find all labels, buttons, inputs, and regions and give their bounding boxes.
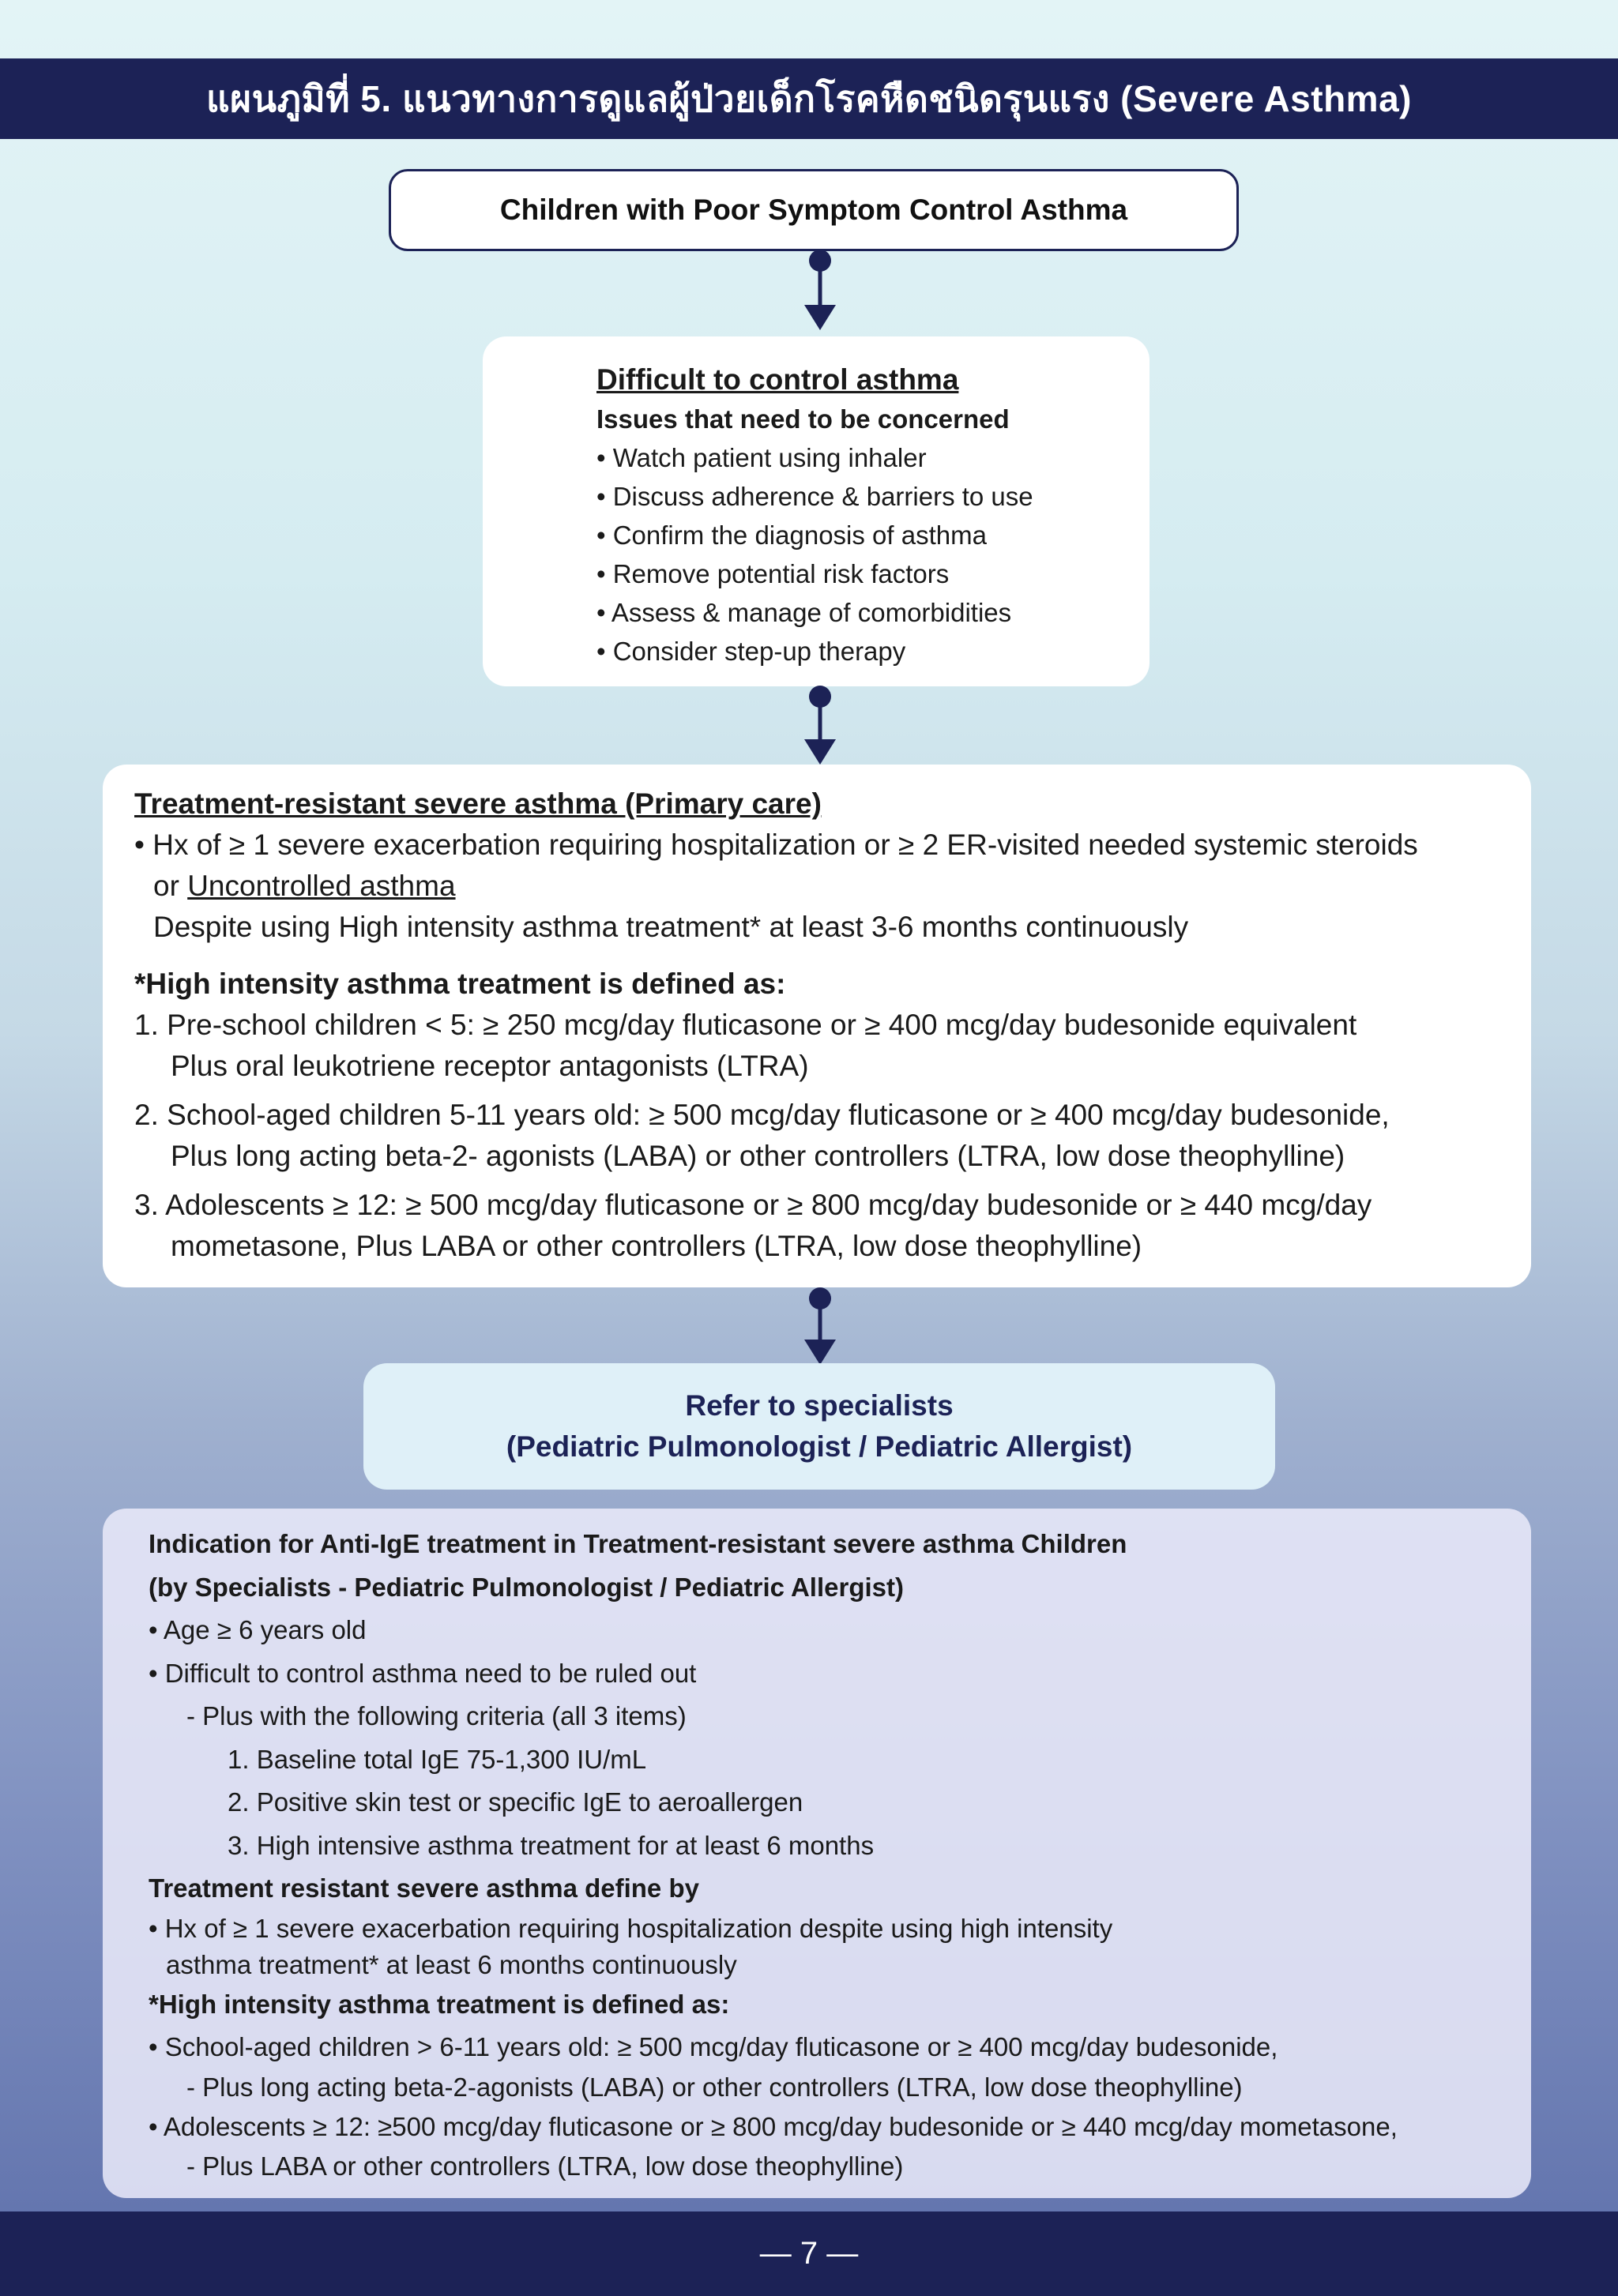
difficult-subtitle: Issues that need to be concerned <box>596 404 1010 434</box>
difficult-item: • Confirm the diagnosis of asthma <box>596 520 987 550</box>
ige-hx-cont: asthma treatment* at least 6 months continuously <box>166 1949 737 1979</box>
ige-heading-1: Indication for Anti-IgE treatment in Treatment-resistant severe asthma Children <box>149 1529 1127 1558</box>
ige-school-cont: - Plus long acting beta-2-agonists (LABA) or other controllers (LTRA, low dose theophylline) <box>186 2072 1243 2102</box>
ige-criterion: 1. Baseline total IgE 75-1,300 IU/mL <box>228 1744 647 1774</box>
primary-defined-heading: *High intensity asthma treatment is defined as: <box>134 968 786 1000</box>
ige-plus-criteria: - Plus with the following criteria (all 3 items) <box>186 1701 687 1730</box>
difficult-title: Difficult to control asthma <box>596 363 959 396</box>
ige-heading-2: (by Specialists - Pediatric Pulmonologist / Pediatric Allergist) <box>149 1572 905 1602</box>
primary-item-1: 1. Pre-school children < 5: ≥ 250 mcg/day fluticasone or ≥ 400 mcg/day budesonide equivalent <box>134 1009 1357 1041</box>
page-footer <box>0 2211 1618 2296</box>
uncontrolled-asthma-text: Uncontrolled asthma <box>187 870 456 902</box>
ige-criterion: 3. High intensive asthma treatment for at least 6 months <box>228 1830 875 1860</box>
primary-title: Treatment-resistant severe asthma (Primary care) <box>134 787 822 820</box>
ige-adolescent-cont: - Plus LABA or other controllers (LTRA, low dose theophylline) <box>186 2151 904 2181</box>
connector-arrow-2 <box>804 682 836 766</box>
difficult-item: • Assess & manage of comorbidities <box>596 598 1012 627</box>
or-prefix: or <box>153 870 188 902</box>
primary-item-3: 3. Adolescents ≥ 12: ≥ 500 mcg/day fluticasone or ≥ 800 mcg/day budesonide or ≥ 440 mcg/day <box>134 1189 1372 1221</box>
ige-adolescent-line: • Adolescents ≥ 12: ≥500 mcg/day fluticasone or ≥ 800 mcg/day budesonide or ≥ 440 mcg/day mometasone, <box>149 2111 1398 2141</box>
connector-arrow-1 <box>804 248 836 332</box>
ige-school-line: • School-aged children > 6-11 years old: ≥ 500 mcg/day fluticasone or ≥ 400 mcg/day budesonide, <box>149 2032 1278 2061</box>
primary-item-3-cont: mometasone, Plus LABA or other controllers (LTRA, low dose theophylline) <box>171 1230 1142 1262</box>
ige-resistant-heading: Treatment resistant severe asthma define by <box>149 1873 699 1903</box>
page-header <box>0 58 1618 139</box>
ige-hx-line: • Hx of ≥ 1 severe exacerbation requiring hospitalization despite using high intensity <box>149 1913 1113 1943</box>
refer-line-2: (Pediatric Pulmonologist / Pediatric Allergist) <box>506 1430 1133 1463</box>
ige-criterion: 2. Positive skin test or specific IgE to aeroallergen <box>228 1787 803 1817</box>
poor-control-box <box>389 169 1239 251</box>
connector-arrow-3 <box>804 1283 836 1366</box>
primary-item-2: 2. School-aged children 5-11 years old: ≥ 500 mcg/day fluticasone or ≥ 400 mcg/day budesonide, <box>134 1099 1390 1131</box>
poor-control-label: Children with Poor Symptom Control Asthma <box>499 194 1128 226</box>
refer-line-1: Refer to specialists <box>685 1389 954 1422</box>
primary-item-1-cont: Plus oral leukotriene receptor antagonists (LTRA) <box>171 1050 809 1082</box>
ige-ruled-out: • Difficult to control asthma need to be ruled out <box>149 1658 697 1688</box>
primary-or-line <box>134 866 1507 907</box>
primary-care-box <box>103 765 1531 1287</box>
ige-age: • Age ≥ 6 years old <box>149 1615 367 1644</box>
difficult-item: • Discuss adherence & barriers to use <box>596 482 1033 511</box>
refer-specialists-box <box>363 1363 1275 1490</box>
difficult-item: • Watch patient using inhaler <box>596 443 927 472</box>
header-title: แผนภูมิที่ 5. แนวทางการดูแลผู้ป่วยเด็กโรคหืดชนิดรุนแรง (Severe Asthma) <box>206 77 1412 119</box>
ige-defined-heading: *High intensity asthma treatment is defined as: <box>149 1989 730 2019</box>
primary-despite-line: Despite using High intensity asthma treatment* at least 3-6 months continuously <box>153 911 1189 943</box>
page-number: — 7 — <box>759 2236 859 2271</box>
anti-ige-box <box>103 1509 1531 2198</box>
primary-item-2-cont: Plus long acting beta-2- agonists (LABA) or other controllers (LTRA, low dose theophylline) <box>171 1140 1345 1172</box>
difficult-item: • Remove potential risk factors <box>596 559 950 588</box>
primary-hx-line: • Hx of ≥ 1 severe exacerbation requiring hospitalization or ≥ 2 ER-visited needed systemic steroids <box>134 829 1418 861</box>
difficult-control-box <box>483 336 1150 686</box>
difficult-item: • Consider step-up therapy <box>596 637 906 666</box>
